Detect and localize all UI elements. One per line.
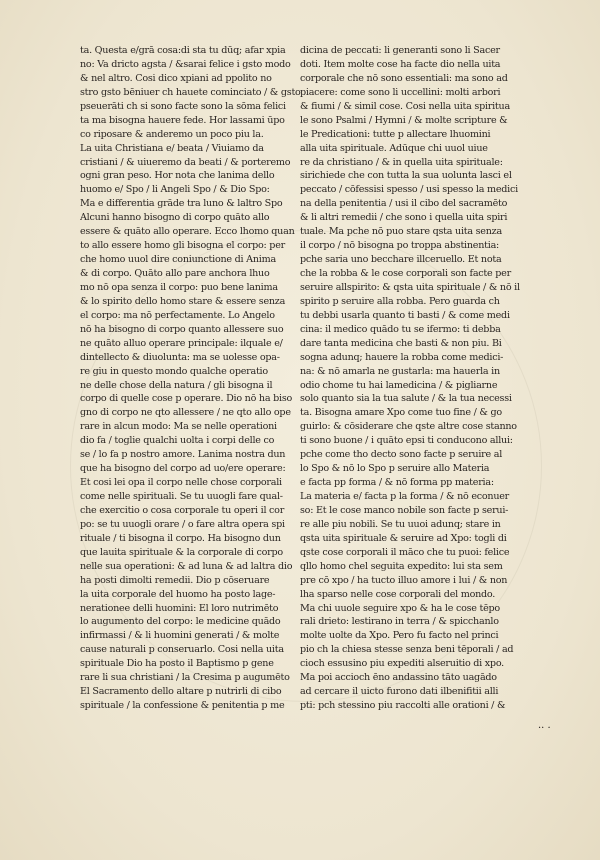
text-line: nerationee delli huomini: El loro nutrimēto xyxy=(80,602,279,614)
text-line: spirito p seruire alla robba. Pero guarda ch xyxy=(300,295,500,307)
text-line: Ma poi accioch ēno andassino tāto uagādo xyxy=(300,672,497,684)
text-line: rare li sua christiani / la Cresima p augumēto xyxy=(80,672,290,684)
text-line: tuale. Ma pche nō puo stare qsta uita senza xyxy=(300,226,502,238)
text-line: & di corpo. Quāto allo pare anchora lhuo xyxy=(80,268,270,279)
text-line: que lauita spirituale & la corporale di corpo xyxy=(80,546,283,558)
text-line: & lo spirito dello homo stare & essere senza xyxy=(80,295,286,307)
text-line: dare tanta medicina che basti & non piu. Bi xyxy=(300,337,502,349)
text-line: dio fa / toglie qualchi uolta i corpi delle co xyxy=(80,435,275,447)
text-line: che homo uuol dire coniunctione di Anima xyxy=(80,254,276,266)
text-line: La uita Christiana e/ beata / Viuiamo da xyxy=(80,142,264,154)
text-line: ta ma bisogna hauere fede. Hor lassami ūpo xyxy=(80,114,285,126)
text-line: ad cercare il uicto furono dati ilbenifitii alli xyxy=(300,686,499,698)
text-line: che la robba & le cose corporali son facte per xyxy=(300,268,511,279)
text-line: doti. Item molte cose ha facte dio nella uita xyxy=(300,58,501,70)
text-line: rare in alcun modo: Ma se nelle operationi xyxy=(80,421,277,433)
text-line: po: se tu uuogli orare / o fare altra opera spi xyxy=(80,518,285,530)
right-text-column xyxy=(300,44,548,713)
text-line: infirmassi / & li huomini generati / & molte xyxy=(80,630,280,642)
text-line: re da christiano / & in quella uita spirituale: xyxy=(300,156,503,168)
text-line: tu debbi usarla quanto ti basti / & come medi xyxy=(300,309,510,321)
text-line: cina: il medico quādo tu se ifermo: ti debba xyxy=(300,323,501,335)
text-line: & fiumi / & simil cose. Cosi nella uita spiritua xyxy=(300,100,510,112)
text-line: solo quanto sia la tua salute / & la tua necessi xyxy=(300,393,512,405)
text-line: dicina de peccati: li generanti sono li Sacer xyxy=(300,45,500,56)
text-line: mo nō opa senza il corpo: puo bene lanima xyxy=(80,281,278,293)
text-line: to allo essere homo gli bisogna el corpo: per xyxy=(80,240,285,252)
text-line: se / lo fa p nostro amore. Lanima nostra dun xyxy=(80,449,286,461)
text-line: corpo di quelle cose p operare. Dio nō ha biso xyxy=(80,393,293,405)
text-line: Ma chi uuole seguire xpo & ha le cose tēpo xyxy=(300,602,500,614)
text-line: ne quāto alluo operare principale: ilquale e/ xyxy=(80,337,283,349)
text-line: peccato / cōfessisi spesso / usi spesso la medici xyxy=(300,184,518,196)
text-line: rali drieto: lestirano in terra / & spicchanlo xyxy=(300,616,499,628)
text-line: ne delle chose della natura / gli bisogna il xyxy=(80,379,273,391)
text-line: spirituale / la confessione & penitentia p me xyxy=(80,700,285,712)
text-line: Ma e differentia grāde tra luno & laltro Spo xyxy=(80,198,283,210)
text-line: & li altri remedii / che sono i quella uita spiri xyxy=(300,212,508,224)
text-line: dintellecto & diuolunta: ma se uolesse opa- xyxy=(80,351,280,363)
text-line: seruire allspirito: & qsta uita spirituale / & nō il xyxy=(300,281,520,293)
text-line: lo Spo & nō lo Spo p seruire allo Materia xyxy=(300,463,490,475)
text-line: lha sparso nelle cose corporali del mondo. xyxy=(300,588,496,600)
text-line: ha posti dimolti remedii. Dio p cōseruare xyxy=(80,574,270,586)
text-line: cristiani / & uiueremo da beati / & porteremo xyxy=(80,156,291,168)
text-line: sogna adunq; hauere la robba come medici- xyxy=(300,351,504,363)
text-line: lo augumento del corpo: le medicine quādo xyxy=(80,616,281,628)
text-line: ti sono buone / i quāto epsi ti conducono allui: xyxy=(300,435,513,447)
text-line: e facta pp forma / & nō forma pp materia: xyxy=(300,477,494,489)
text-line: ogni gran peso. Hor nota che lanima dello xyxy=(80,170,275,182)
text-line: La materia e/ facta p la forma / & nō econuer xyxy=(300,491,510,502)
text-line: co riposare & anderemo un poco piu la. xyxy=(80,128,264,140)
text-line: el corpo: ma nō perfectamente. Lo Angelo xyxy=(80,309,275,321)
text-line: nō ha bisogno di corpo quanto allessere suo xyxy=(80,323,284,335)
text-line: ta. Questa e/grā cosa:di sta tu dūq; afar xpia xyxy=(80,45,286,56)
text-line: stro gsto bēniuer ch hauete cominciato / & gsto xyxy=(80,86,301,98)
text-line: no: Va dricto agsta / &sarai felice i gsto modo xyxy=(80,58,291,70)
text-line: que ha bisogno del corpo ad uo/ere operare: xyxy=(80,463,286,475)
left-text-column xyxy=(80,44,328,713)
text-line: odio chome tu hai lamedicina / & pigliarne xyxy=(300,379,498,391)
text-line: pche come tho decto sono facte p seruire al xyxy=(300,449,503,461)
text-line: corporale che nō sono essentiali: ma sono ad xyxy=(300,72,508,84)
text-line: cioch essusino piu expediti alseruitio di xpo. xyxy=(300,658,504,670)
text-line: pseuerāti ch si sono facte sono la sōma felici xyxy=(80,100,286,112)
text-line: gno di corpo ne qto allessere / ne qto allo ope xyxy=(80,407,291,419)
text-line: piacere: come sono li uccellini: molti arbori xyxy=(300,86,501,98)
text-line: cause naturali p conseruarlo. Cosi nella uita xyxy=(80,644,284,656)
text-line: le Predicationi: tutte p allectare lhuomini xyxy=(300,128,491,140)
text-line: nelle sua operationi: & ad luna & ad laltra dio xyxy=(80,560,293,572)
text-line: spirituale Dio ha posto il Baptismo p gene xyxy=(80,658,274,670)
page-mark: ·· · xyxy=(538,723,551,734)
text-line: pche saria uno becchare illceruello. Et nota xyxy=(300,254,502,266)
text-line: & nel altro. Cosi dico xpiani ad ppolito no xyxy=(80,72,272,84)
text-line: pre cō xpo / ha tucto illuo amore i lui / & non xyxy=(300,574,508,586)
text-line: le sono Psalmi / Hymni / & molte scripture & xyxy=(300,114,508,126)
text-line: ta. Bisogna amare Xpo come tuo fine / & go xyxy=(300,407,502,419)
text-line: guirlo: & cōsiderare che qste altre cose stanno xyxy=(300,421,517,433)
text-line: che exercitio o cosa corporale tu operi il cor xyxy=(80,504,285,516)
text-line: rituale / ti bisogna il corpo. Ha bisogno dun xyxy=(80,532,281,544)
text-line: na: & nō amarla ne gustarla: ma hauerla in xyxy=(300,365,500,377)
text-line: re alle piu nobili. Se tu uuoi adunq; stare in xyxy=(300,518,501,530)
text-line: huomo e/ Spo / li Angeli Spo / & Dio Spo: xyxy=(80,184,270,196)
text-line: El Sacramento dello altare p nutrirli di cibo xyxy=(80,686,282,698)
text-line: alla uita spirituale. Adūque chi uuol uiue xyxy=(300,142,488,154)
text-line: qste cose corporali il māco che tu puoi: felice xyxy=(300,546,510,558)
text-line: qsta uita spirituale & seruire ad Xpo: togli di xyxy=(300,532,507,544)
text-line: la uita corporale del huomo ha posto lage- xyxy=(80,588,276,600)
text-line: pio ch la chiesa stesse senza beni tēporali / ad xyxy=(300,644,514,656)
text-line: re giu in questo mondo qualche operatio xyxy=(80,365,268,377)
text-line: na della penitentia / usi il cibo del sacramēto xyxy=(300,198,508,210)
text-line: Alcuni hanno bisogno di corpo quāto allo xyxy=(80,212,270,224)
text-line: come nelle spirituali. Se tu uuogli fare qual- xyxy=(80,491,283,502)
text-line: essere & quāto allo operare. Ecco lhomo quan xyxy=(80,226,295,238)
text-line: molte uolte da Xpo. Pero fu facto nel princi xyxy=(300,630,499,642)
text-line: qllo homo chel seguita expedito: lui sta sem xyxy=(300,560,503,572)
text-line: il corpo / nō bisogna po troppa abstinentia: xyxy=(300,240,500,252)
text-line: so: Et le cose manco nobile son facte p serui- xyxy=(300,504,509,516)
text-line: Et cosi lei opa il corpo nelle chose corporali xyxy=(80,477,282,489)
text-line: pti: pch stessino piu raccolti alle orationi / & xyxy=(300,700,506,712)
text-line: sirichiede che con tutta la sua uolunta lasci el xyxy=(300,170,512,182)
